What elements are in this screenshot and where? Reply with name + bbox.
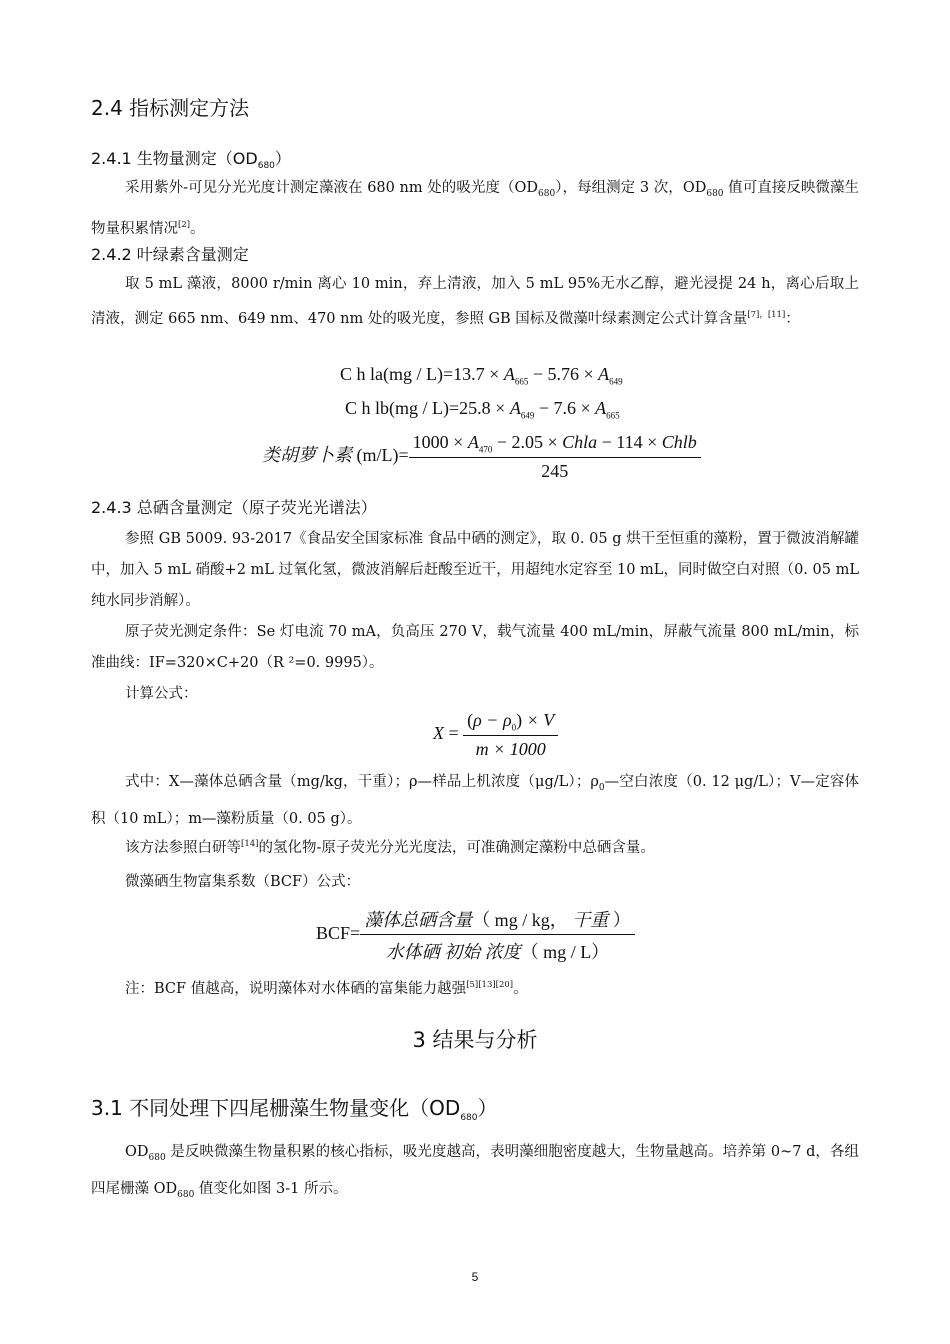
- eq-text: （ mg / L）: [520, 942, 610, 962]
- equation-chla: C h $la(mg / L)=13.7 \times A_{665} - 5.76 \times A_{649}$: [340, 364, 623, 387]
- eq-var: A: [509, 398, 521, 418]
- section-heading-2-4: 2.4 指标测定方法: [91, 96, 250, 120]
- subscript: 649: [609, 376, 623, 387]
- eq-var: A: [467, 432, 479, 452]
- eq-var: A: [595, 398, 607, 418]
- paragraph-3-1: [91, 1137, 859, 1211]
- subscript: 665: [514, 376, 529, 387]
- eq-text: 干重: [572, 910, 609, 930]
- heading-text: 3.1 不同处理下四尾栅藻生物量变化（OD: [91, 1096, 461, 1120]
- citation: [7]，[11]: [747, 310, 786, 320]
- text: 式中：X—藻体总硒含量（mg/kg，干重）；ρ—样品上机浓度（μg/L）；ρ: [125, 774, 599, 790]
- text: ），每组测定 3 次，OD: [555, 180, 707, 196]
- equation-total-selenium: X = $\frac{(\rho - \rho_0) \times V}{m \times 1000}$: [433, 710, 558, 760]
- text: 是反映微藻生物量积累的核心指标，吸光度越高，表明藻细胞密度越大，生物量越高。培养第 0~7 d，各组四尾栅藻 OD: [91, 1144, 859, 1197]
- equation-bcf: BCF= $\frac{\text{藻体总硒含量（ mg / kg， 干重 ）}}{\text{水体硒 初始 浓度（ mg / L）}}$: [316, 906, 635, 964]
- eq-text: − 7.6 ×: [534, 398, 596, 418]
- eq-text: 1000 ×: [412, 432, 468, 452]
- section-heading-3-1: [91, 1092, 498, 1123]
- heading-text: ）: [477, 1096, 498, 1120]
- eq-text: 水体硒 初始 浓度: [385, 942, 521, 962]
- eq-var: Chla: [562, 432, 598, 452]
- eq-var: Chlb: [661, 432, 697, 452]
- eq-unit: m/L: [362, 444, 393, 465]
- eq-text: − 5.76 ×: [528, 364, 599, 384]
- text: 值可直接反映微藻生物量积累情况: [91, 180, 859, 237]
- paragraph-2-4-3-note: [91, 970, 859, 1005]
- subscript: 0: [511, 722, 517, 733]
- eq-text: BCF: [316, 923, 351, 944]
- paragraph-2-4-3-f: 微藻硒生物富集系数（BCF）公式：: [125, 874, 361, 890]
- subscript: 680: [257, 161, 275, 172]
- text: 取 5 mL 藻液，8000 r/min 离心 10 min，弃上清液，加入 5 mL 95%无水乙醇，避光浸提 24 h，离心后取上清液，测定 665 nm、649 nm、470 nm 处的吸光度，参照 GB 国标及微藻叶绿素测定公式计算含量: [91, 276, 859, 327]
- text: 。: [513, 980, 528, 997]
- eq-text: C h lb: [345, 398, 390, 418]
- subscript: 680: [177, 1189, 195, 1200]
- subscript: 680: [706, 188, 724, 199]
- subscript: 680: [148, 1152, 166, 1163]
- citation: [14]: [241, 839, 259, 849]
- citation: [5][13][20]: [466, 980, 514, 990]
- eq-denominator: 245: [541, 460, 569, 481]
- paragraph-2-4-3-e: [91, 829, 859, 864]
- subscript: 680: [538, 188, 556, 199]
- subsection-heading-2-4-1: [91, 146, 291, 171]
- eq-text: 类胡萝卜素: [262, 444, 352, 465]
- eq-text: − 114 ×: [597, 432, 662, 452]
- eq-unit: mg / L: [389, 364, 437, 384]
- eq-var: × V: [522, 710, 555, 730]
- eq-text: 藻体总硒含量: [364, 910, 473, 930]
- heading-text: 2.4.1 生物量测定（OD: [91, 149, 258, 168]
- eq-var: ρ − ρ: [473, 710, 512, 730]
- paragraph-2-4-3-d: [91, 767, 859, 835]
- subscript: 0: [598, 782, 605, 793]
- subscript: 649: [520, 410, 535, 421]
- page-number: 5: [471, 1270, 479, 1284]
- eq-text: − 2.05 ×: [492, 432, 563, 452]
- equation-chlb: C h $lb(mg / L)=25.8 \times A_{649} - 7.6 \times A_{665}$: [345, 398, 620, 421]
- eq-denominator: m × 1000: [475, 738, 546, 759]
- subsection-heading-2-4-3: 2.4.3 总硒含量测定（原子荧光光谱法）: [91, 498, 377, 517]
- text: 。: [190, 220, 205, 237]
- text: —空白浓度（0. 12 μg/L）；V—定容体积（10 mL）；m—藻粉质量（0. 05 g）。: [91, 774, 859, 827]
- subsection-heading-2-4-2: 2.4.2 叶绿素含量测定: [91, 245, 249, 264]
- text: 采用紫外-可见分光光度计测定藻液在 680 nm 处的吸光度（OD: [125, 180, 539, 196]
- fraction: $\frac{(\rho - \rho_0) \times V}{m \times 1000}$: [463, 710, 558, 760]
- subscript: 680: [460, 1113, 478, 1123]
- paragraph-2-4-2: [91, 269, 859, 335]
- fraction: [360, 906, 635, 964]
- paragraph-2-4-3-c: 计算公式：: [125, 686, 198, 702]
- text: 值变化如图 3-1 所示。: [194, 1180, 348, 1197]
- text: ：: [785, 310, 800, 327]
- eq-var: X: [433, 722, 444, 743]
- eq-text: （ mg / kg，: [472, 910, 573, 930]
- text: 的氢化物-原子荧光分光光度法，可准确测定藻粉中总硒含量。: [258, 839, 655, 856]
- text: 注：BCF 值越高，说明藻体对水体硒的富集能力越强: [125, 980, 467, 997]
- paragraph-2-4-3-b: 原子荧光测定条件：Se 灯电流 70 mA，负高压 270 V，载气流量 400 mL/min，屏蔽气流量 800 mL/min，标准曲线：IF=320×C+20（R ²=0. 9995）。: [91, 624, 859, 671]
- eq-text: =13.7 ×: [443, 364, 504, 384]
- eq-text: C h la: [340, 364, 383, 384]
- eq-text: ）: [608, 910, 631, 930]
- paragraph-2-4-1: [91, 173, 859, 245]
- eq-text: =25.8 ×: [449, 398, 510, 418]
- fraction: [409, 432, 701, 482]
- text: OD: [125, 1144, 149, 1160]
- text: 该方法参照白研等: [125, 839, 241, 856]
- subscript: 665: [606, 410, 620, 421]
- heading-text: ）: [274, 149, 291, 168]
- eq-var: A: [598, 364, 610, 384]
- equation-carotenoid: 类胡萝卜素 (m/L)= $\frac{1000 \times A_{470} - 2.05 \times Chla - 114 \times Chlb}{245}$: [262, 432, 701, 482]
- subscript: 470: [478, 444, 493, 455]
- eq-var: A: [503, 364, 515, 384]
- paragraph-2-4-3-a: 参照 GB 5009. 93-2017《食品安全国家标准 食品中硒的测定》，取 0. 05 g 烘干至恒重的藻粉，置于微波消解罐中，加入 5 mL 硝酸+2 mL 过氧化氢，微波消解后赶酸至近干，用超纯水定容至 10 mL，同时做空白对照（0. 05 mL 纯水同步消解）。: [91, 531, 859, 609]
- eq-unit: mg / L: [395, 398, 444, 418]
- chapter-heading-3: 3 结果与分析: [412, 1028, 538, 1052]
- citation: [2]: [178, 219, 191, 230]
